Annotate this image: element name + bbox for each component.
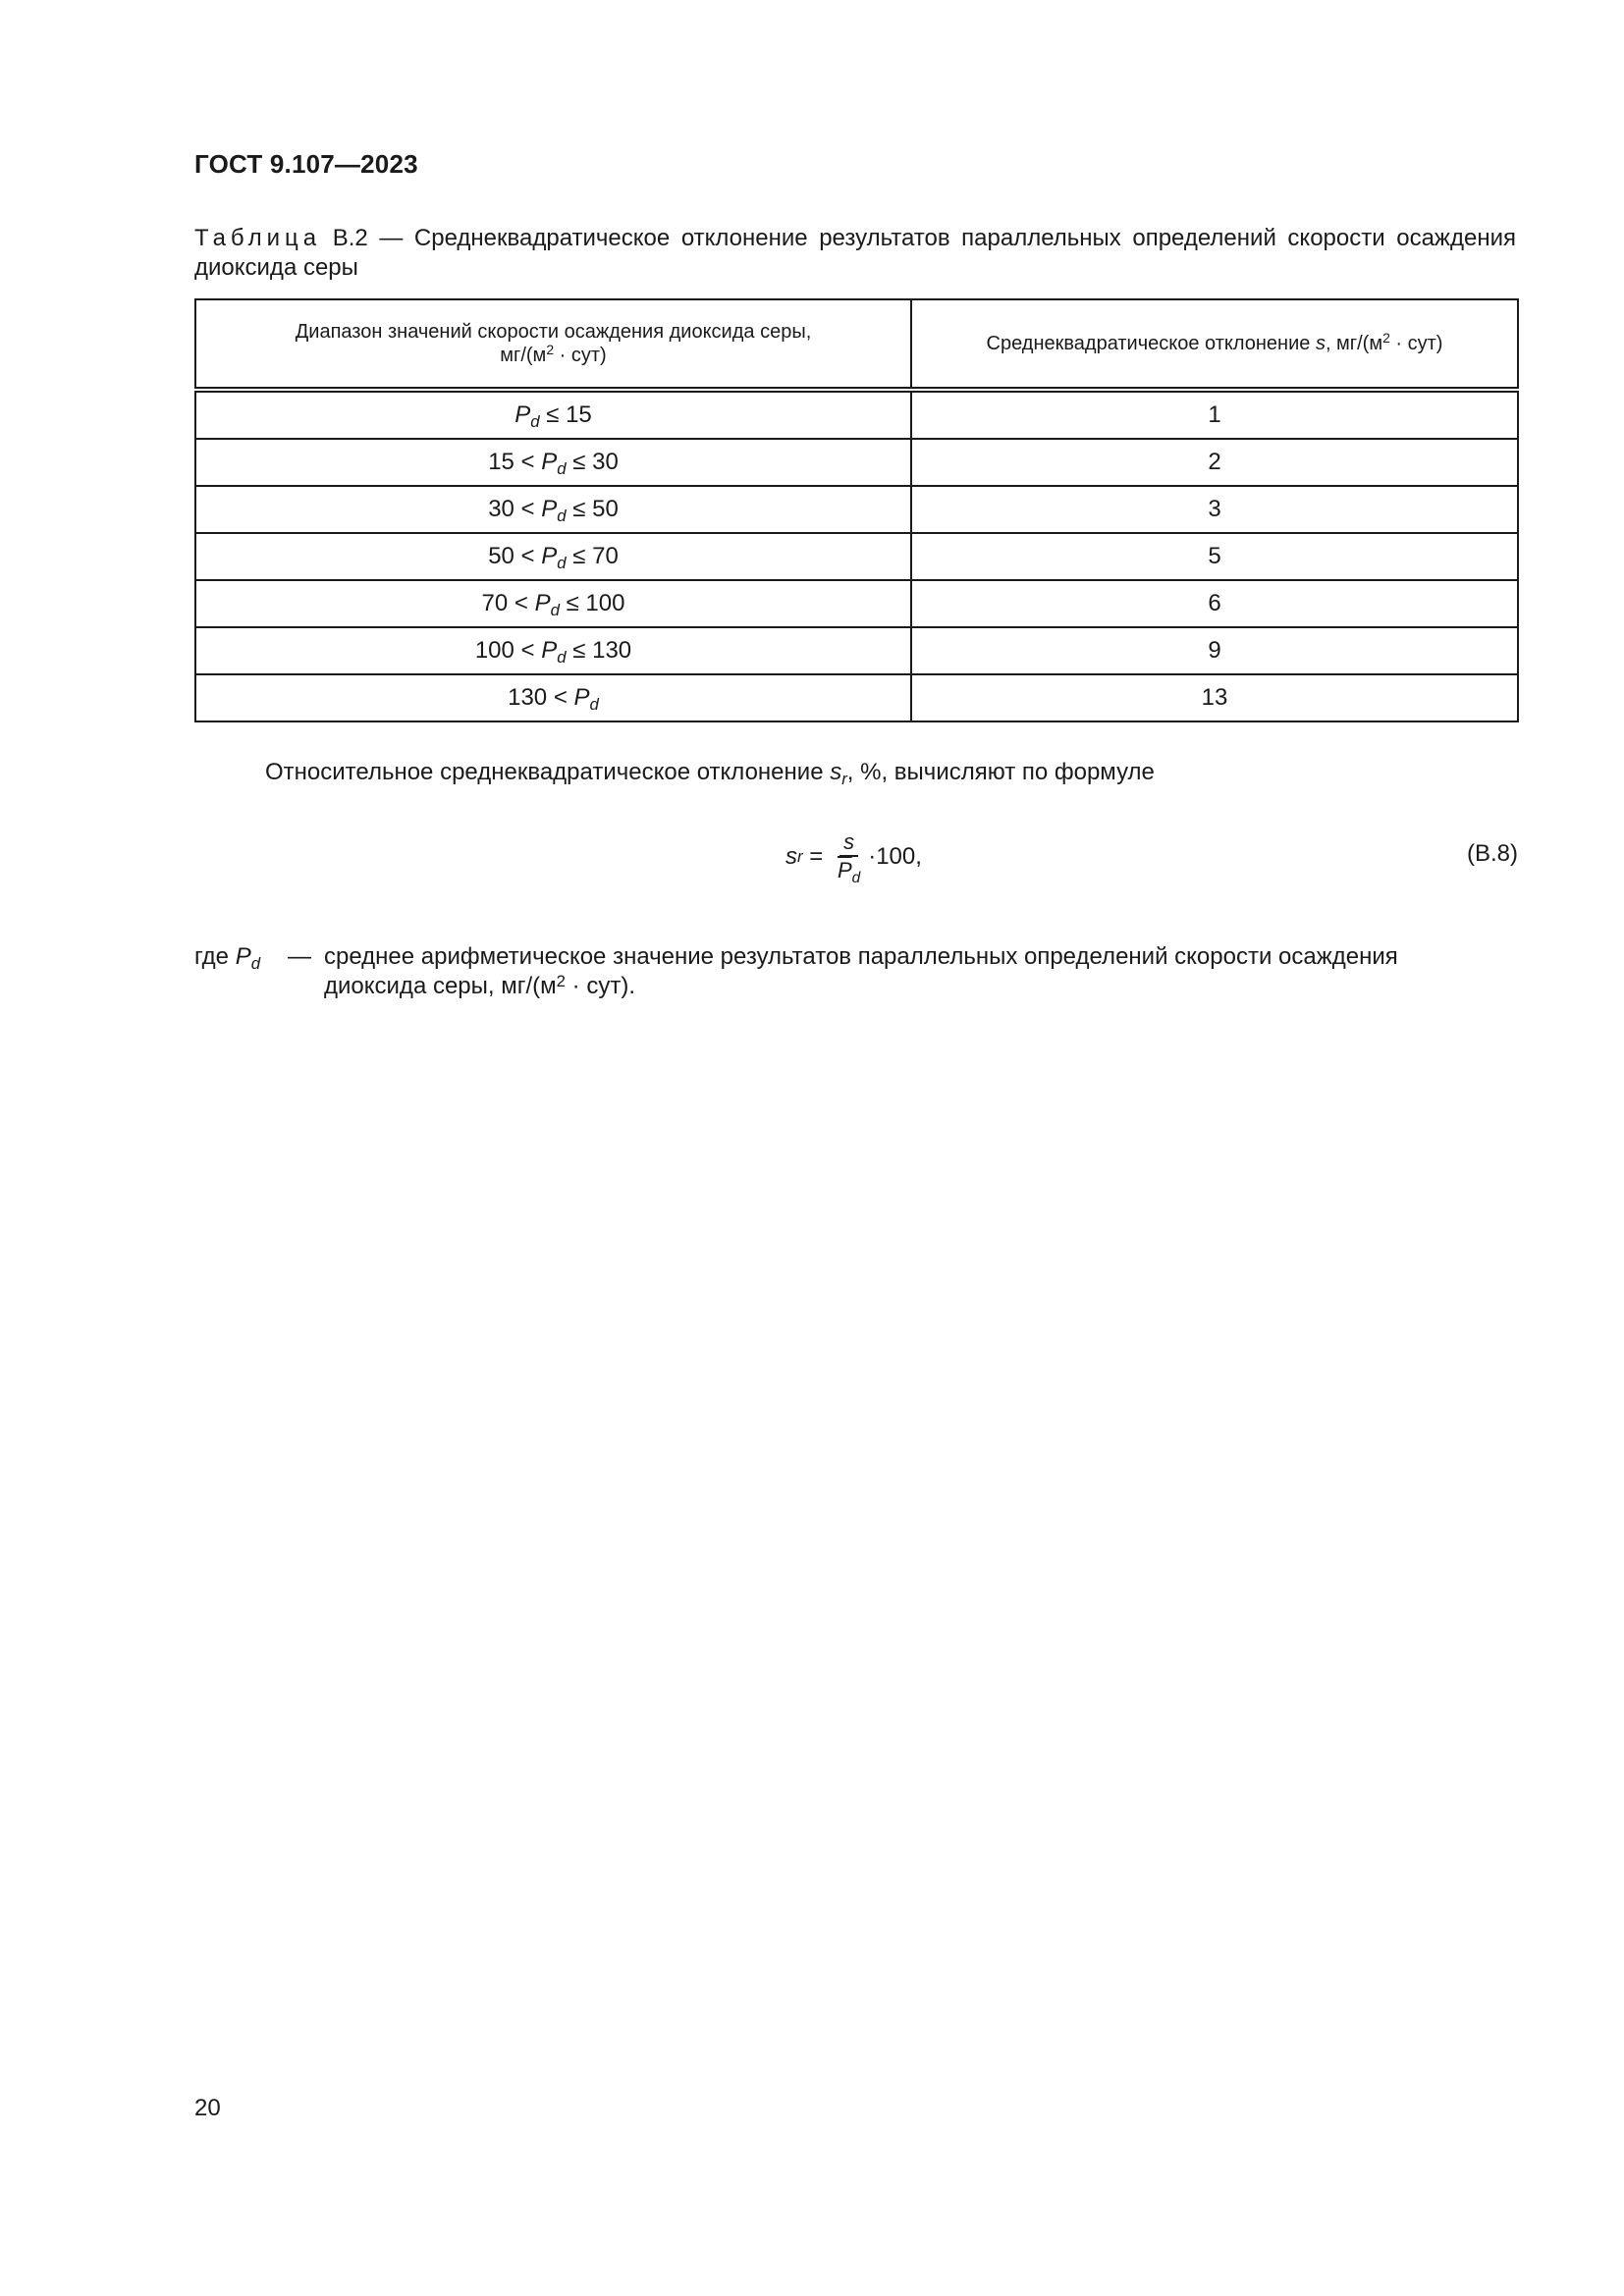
formula-tail: ·100, bbox=[868, 843, 922, 870]
range-cell: $70 < P_d \le 100$ bbox=[195, 580, 911, 627]
column-header-range: Диапазон значений скорости осаждения диоксида серы, $мг/(м^2 \cdot сут)$ bbox=[195, 299, 911, 390]
table-caption-text: — Среднеквадратическое отклонение результатов параллельных определений скорости осаждения диоксида серы bbox=[194, 225, 1516, 281]
where-definition-continued: диоксида серы, $мг/(м^2 \cdot сут)$. bbox=[324, 972, 635, 999]
where-definition: среднее арифметическое значение результатов параллельных определений скорости осаждения bbox=[324, 943, 1398, 970]
range-cell: $15 < P_d \le 30$ bbox=[195, 439, 911, 486]
value-cell: 6 bbox=[911, 580, 1518, 627]
value-cell: 3 bbox=[911, 486, 1518, 533]
formula-equals: = bbox=[802, 843, 830, 870]
table-row bbox=[195, 390, 1518, 439]
formula-intro-paragraph: Относительное среднеквадратическое отклонение $s_r$, %, вычисляют по формуле bbox=[265, 759, 1155, 788]
value-cell: 9 bbox=[911, 627, 1518, 674]
where-term: где $P_d$ bbox=[194, 943, 261, 973]
range-cell: $100 < P_d \le 130$ bbox=[195, 627, 911, 674]
range-cell: $P_d \le 15$ bbox=[195, 390, 911, 439]
equation-number: (В.8) bbox=[1467, 840, 1519, 867]
value-cell: 5 bbox=[911, 533, 1518, 580]
range-cell: $30 < P_d \le 50$ bbox=[195, 486, 911, 533]
where-dash: — bbox=[288, 943, 311, 970]
formula-numerator: s bbox=[839, 829, 858, 857]
table-row bbox=[195, 439, 1518, 486]
range-cell: $130 < P_d$ bbox=[195, 674, 911, 721]
data-table bbox=[194, 298, 1519, 722]
table-row bbox=[195, 486, 1518, 533]
value-cell: 1 bbox=[911, 390, 1518, 439]
table-caption-number: В.2 bbox=[332, 225, 368, 251]
formula-denominator: $\overline{P}_d$ bbox=[837, 858, 861, 886]
table-caption-label: Таблица bbox=[194, 225, 322, 251]
formula-b8: s r = $\frac{s}{\overline{P}_d}$ ·100, bbox=[785, 829, 922, 886]
formula-fraction bbox=[834, 829, 864, 884]
table-row bbox=[195, 533, 1518, 580]
column-header-deviation: Среднеквадратическое отклонение s, $мг/(м^2 \cdot сут)$ bbox=[911, 299, 1518, 390]
value-cell: 13 bbox=[911, 674, 1518, 721]
table-header-row bbox=[195, 299, 1518, 390]
range-cell: $50 < P_d \le 70$ bbox=[195, 533, 911, 580]
formula-lhs: s bbox=[785, 843, 797, 870]
table-caption bbox=[194, 224, 1516, 283]
value-cell: 2 bbox=[911, 439, 1518, 486]
table-row bbox=[195, 627, 1518, 674]
table-row bbox=[195, 580, 1518, 627]
table-row bbox=[195, 674, 1518, 721]
document-header: ГОСТ 9.107—2023 bbox=[194, 149, 418, 179]
page-number: 20 bbox=[194, 2095, 221, 2121]
